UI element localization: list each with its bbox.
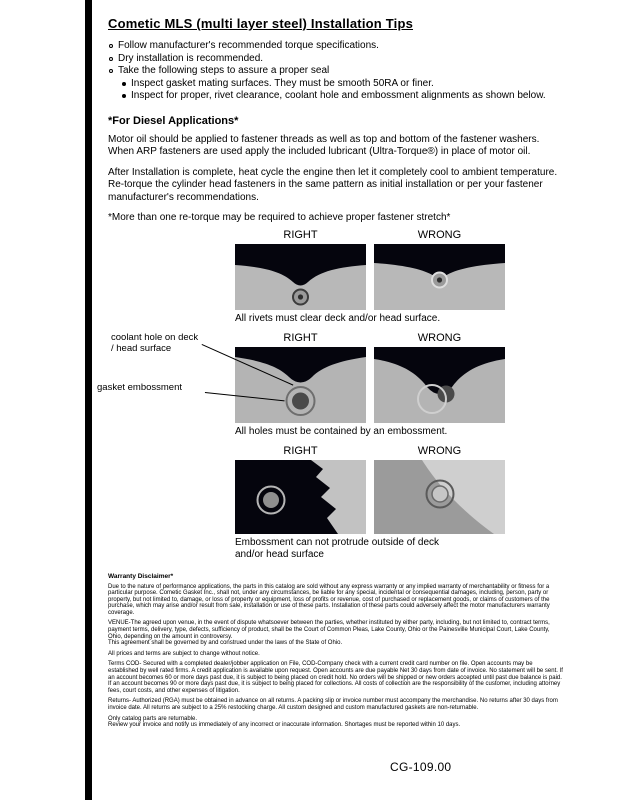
sub-tip-text: Inspect gasket mating surfaces. They must be smooth 50RA or finer. (131, 77, 434, 89)
sub-tip-item (108, 78, 570, 91)
disclaimer-paragraph: Review your invoice and notify us immediately of any incorrect or inaccurate information. Shortages must be reported within 10 days. (108, 722, 461, 729)
disclaimer-paragraph: This agreement shall be governed by and construed under the laws of the State of Ohio. (108, 640, 343, 647)
retorque-note: *More than one re-torque may be required to achieve proper fastener stretch* (108, 212, 451, 223)
tip-item (108, 53, 570, 66)
open-bullet-icon (109, 44, 113, 48)
page-code: CG-109.00 (390, 760, 452, 774)
tip-text: Take the following steps to assure a proper seal (118, 65, 330, 76)
wrong-label: WRONG (417, 444, 462, 457)
tip-item (108, 65, 570, 78)
left-border-rule (85, 0, 92, 800)
disclaimer-paragraph: All prices and terms are subject to change without notice. (108, 650, 260, 657)
embossment-right-diagram (235, 460, 366, 534)
wrong-label: WRONG (417, 331, 462, 344)
right-column (235, 332, 366, 423)
coolant-hole-right-diagram (235, 347, 366, 423)
sub-tip-item (108, 90, 570, 103)
disclaimer-heading: Warranty Disclaimer* (108, 572, 174, 580)
disclaimer-paragraph: Due to the nature of performance applications, the parts in this catalog are sold without any express warranty or any implied warranty of merchantability or fitness for a particular purpose. Cometic Gasket Inc., shall not, under any circumstances, be liable for any special, incidental or consequential damages, including, person, party or property, but not limited to, damage, or loss of property or equipment, loss of profits or revenue, cost of purchased or replacement goods, or claims of customers of the purchase, which may arise and/or result from sale, installation or use of these parts. Installation of these parts could adversely affect the motor manufacturers warranty coverage. (108, 583, 550, 616)
rivet-clearance-caption: All rivets must clear deck and/or head surface. (235, 312, 441, 324)
coolant-hole-wrong-diagram (374, 347, 505, 423)
right-label: RIGHT (283, 228, 318, 241)
gasket-embossment-callout: gasket embossment (97, 381, 183, 393)
wrong-column (374, 332, 505, 423)
embossment-caption: Embossment can not protrude outside of deck and/or head surface (235, 536, 440, 560)
disclaimer-paragraph: Terms COD- Secured with a completed dealer/jobber application on File, COD-Company check with a current credit card number on file. Open accounts may be established by well rated firms. A credit application is available upon request. Open accounts are due payable Net 30 days from date of invoice. No statement will be sent. If an account becomes 60 or more days past due, it is subject to being placed on credit hold. No orders will be shipped or new orders accepted until past due balance is paid. If an account becomes 90 or more days past due, it is subject to being placed for collections. All costs of collection are the responsibility of the customer, including attorney fees, court costs, and other expenses of litigation. (108, 661, 563, 694)
coolant-hole-callout: coolant hole on deck / head surface (111, 331, 199, 354)
rivet-clearance-row (235, 229, 505, 310)
warranty-disclaimer (108, 573, 564, 729)
right-label: RIGHT (283, 444, 318, 457)
installation-tips-list (108, 40, 570, 103)
embossment-wrong-diagram (374, 460, 505, 534)
diagram-section (97, 228, 505, 561)
right-column (235, 445, 366, 534)
page-title: Cometic MLS (multi layer steel) Installation Tips (108, 16, 414, 31)
tip-text: Follow manufacturer's recommended torque specifications. (118, 40, 379, 51)
open-bullet-icon (109, 69, 113, 73)
filled-bullet-icon (122, 82, 126, 86)
wrong-label: WRONG (417, 228, 462, 241)
disclaimer-paragraph: Returns- Authorized (RGA) must be obtained in advance on all returns. A packing slip or invoice number must accompany the merchandise. No returns after 30 days from invoice date. All returns are subject to a 25% restocking charge. All custom designed and custom manufactured gaskets are non-returnable. (108, 698, 558, 711)
coolant-hole-row (97, 331, 505, 423)
disclaimer-paragraph: Only catalog parts are returnable. (108, 715, 198, 722)
filled-bullet-icon (122, 94, 126, 98)
disclaimer-paragraph: VENUE-The agreed upon venue, in the event of dispute whatsoever between the parties, whether instituted by either party, including, but not limited to, contract terms, payment terms, delivery, type, defects, sufficiency of product, shall be the Court of Common Pleas, Lake County, Ohio or the Painesville Municipal Court, Lake County, Ohio, depending on the amount in controversy. (108, 620, 550, 640)
right-column (235, 229, 366, 310)
sub-tip-text: Inspect for proper, rivet clearance, coolant hole and embossment alignments as shown below. (131, 90, 546, 101)
tip-text: Dry installation is recommended. (118, 52, 264, 64)
open-bullet-icon (109, 57, 113, 61)
page-content (97, 16, 570, 733)
diesel-paragraph: Motor oil should be applied to fastener threads as well as top and bottom of the fastener washers. When ARP fasteners are used apply the included lubricant (Ultra-Torque®) in place of motor oil. (108, 133, 540, 157)
tip-item (108, 40, 570, 53)
embossment-row (235, 445, 505, 534)
coolant-hole-caption: All holes must be contained by an embossment. (235, 425, 448, 437)
right-label: RIGHT (283, 331, 318, 344)
rivet-clearance-wrong-diagram (374, 244, 505, 310)
diesel-paragraph: After Installation is complete, heat cycle the engine then let it completely cool to ambient temperature. Re-torque the cylinder head fasteners in the same pattern as initial installation or per your fastener manufacturer's recommendations. (108, 166, 558, 203)
wrong-column (374, 229, 505, 310)
rivet-clearance-right-diagram (235, 244, 366, 310)
wrong-column (374, 445, 505, 534)
diesel-applications-heading: *For Diesel Applications* (108, 114, 239, 127)
